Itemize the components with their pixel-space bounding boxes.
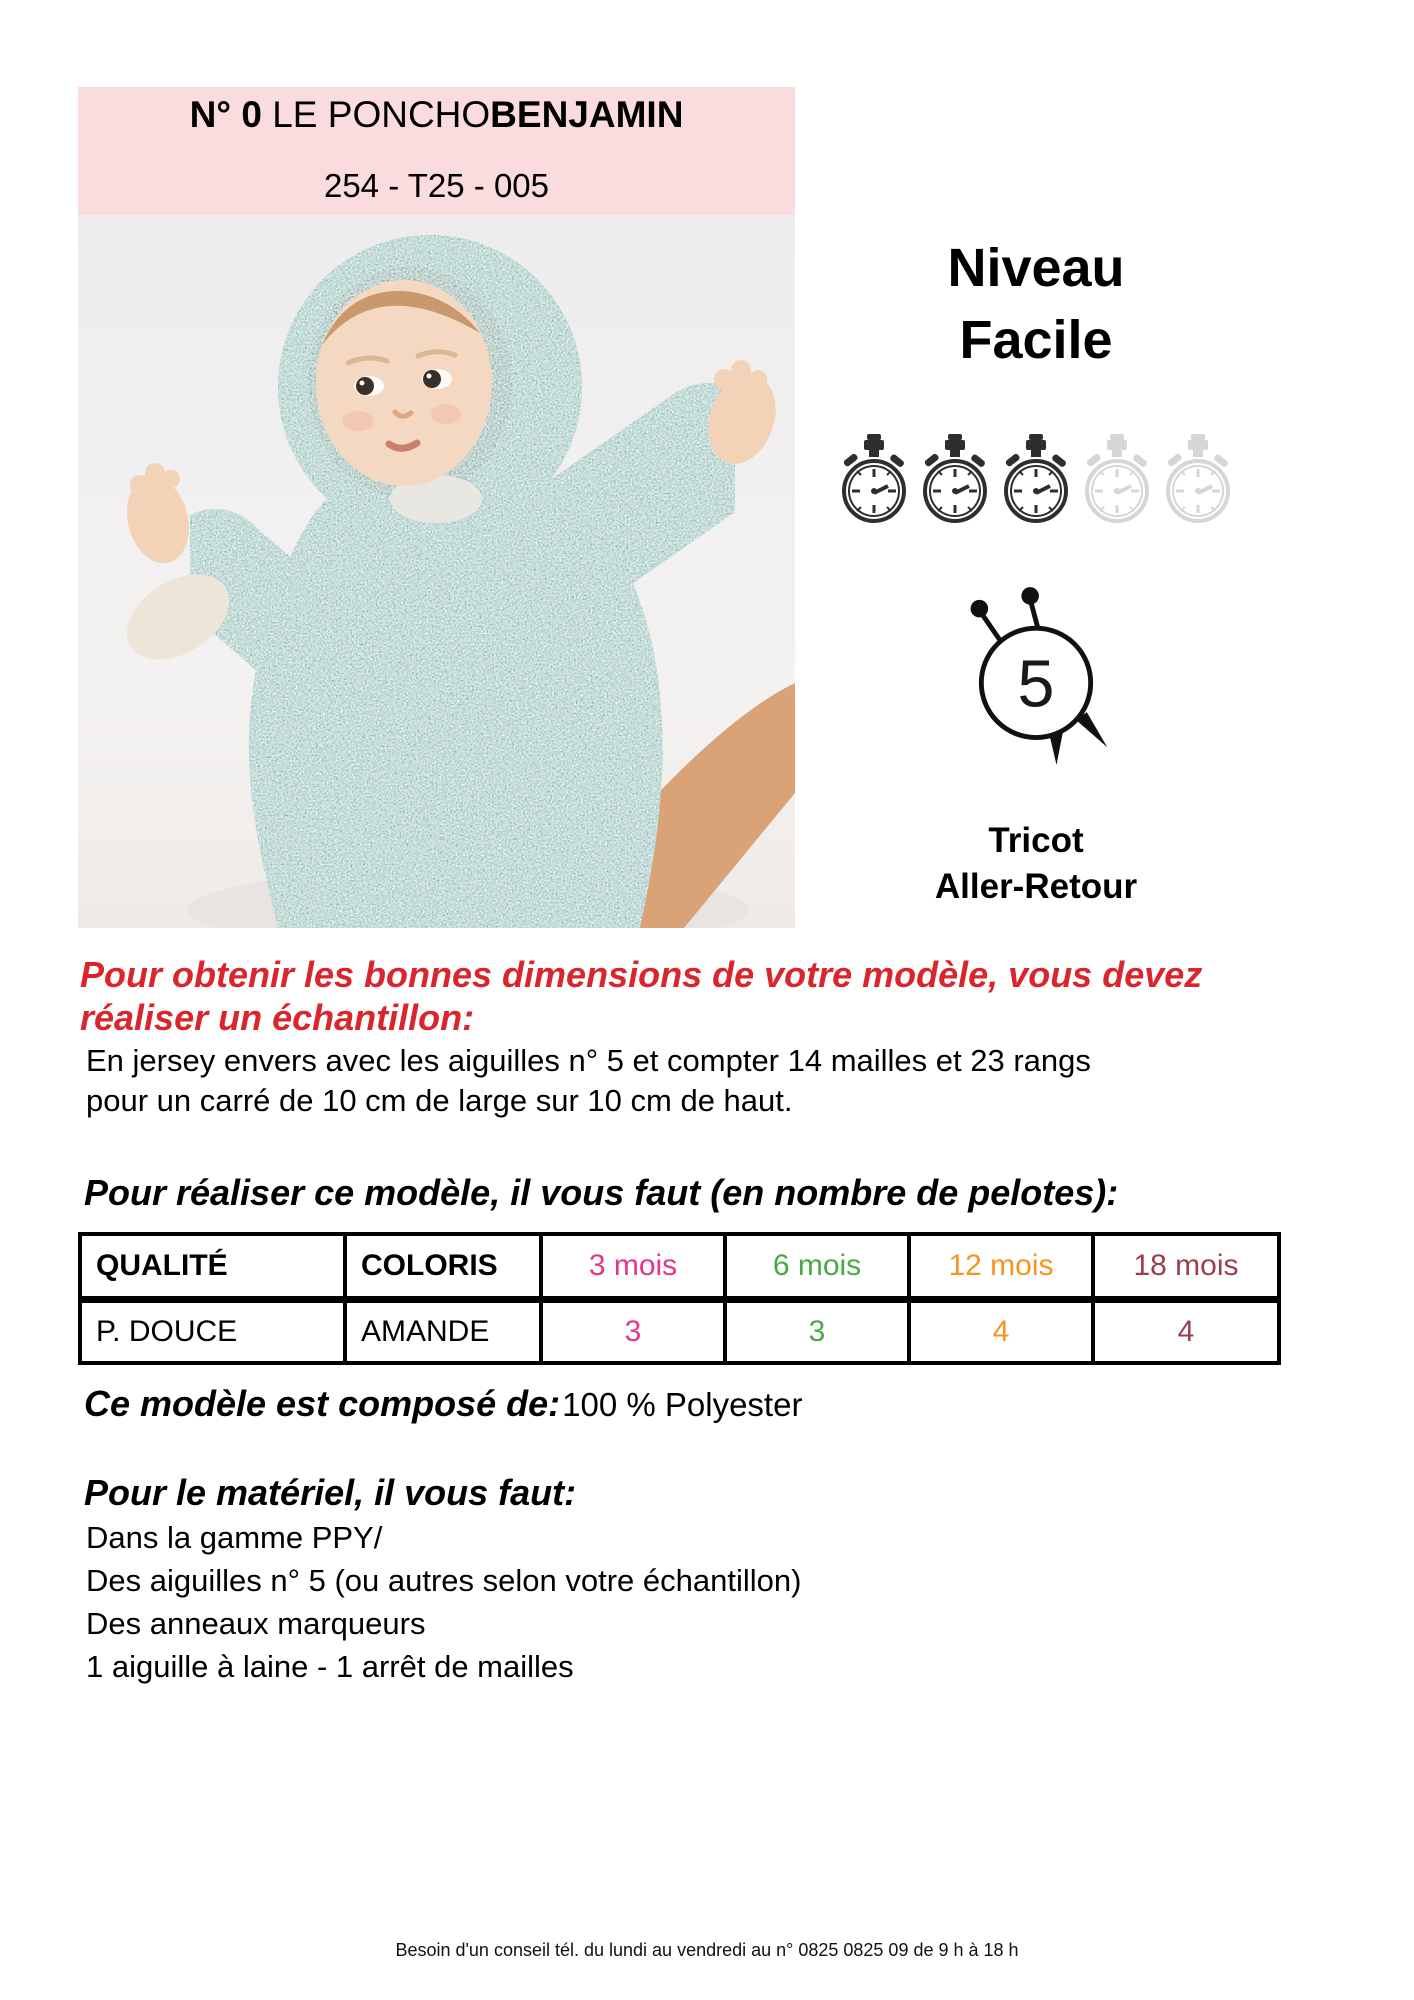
swatch-heading xyxy=(80,953,1390,1039)
technique-label xyxy=(790,818,1282,909)
material-item: Dans la gamme PPY/ xyxy=(86,1520,383,1555)
material-item: 1 aiguille à laine - 1 arrêt de mailles xyxy=(86,1649,574,1684)
swatch-heading-line2: réaliser un échantillon: xyxy=(80,997,475,1038)
stopwatch-icon-3 xyxy=(1003,434,1069,526)
needle-size-badge xyxy=(790,583,1282,769)
baby-face xyxy=(316,280,492,486)
cell-18mois: 4 xyxy=(1093,1300,1279,1364)
help-phone-footer: Besoin d'un conseil tél. du lundi au vendredi au n° 0825 0825 09 de 9 h à 18 h xyxy=(395,1940,1019,1960)
time-rating xyxy=(790,434,1282,526)
needle-size-number: 5 xyxy=(1017,647,1055,722)
composition-line xyxy=(84,1383,802,1425)
swatch-body-line2: pour un carré de 10 cm de large sur 10 cm de haut. xyxy=(86,1083,793,1118)
cell-qualite: P. DOUCE xyxy=(80,1300,345,1364)
swatch-body-line1: En jersey envers avec les aiguilles n° 5 et compter 14 mailles et 23 rangs xyxy=(86,1043,1091,1078)
title-number: N° 0 xyxy=(189,94,273,135)
table-row xyxy=(80,1300,1279,1364)
col-header-coloris: COLORIS xyxy=(345,1234,541,1300)
material-item: Des aiguilles n° 5 (ou autres selon votre échantillon) xyxy=(86,1563,802,1598)
model-photo xyxy=(78,215,795,928)
level-word: Niveau xyxy=(947,238,1125,298)
cell-3mois: 3 xyxy=(541,1300,725,1364)
baby-poncho-illustration xyxy=(78,215,795,928)
title-suffix: BENJAMIN xyxy=(490,94,684,135)
stopwatch-icon-4 xyxy=(1084,434,1150,526)
stopwatch-icon-1 xyxy=(841,434,907,526)
level-value: Facile xyxy=(959,310,1113,371)
technique-line1: Tricot xyxy=(988,821,1084,860)
technique-line2: Aller-Retour xyxy=(934,866,1138,906)
cell-6mois: 3 xyxy=(725,1300,909,1364)
col-header-qualite: QUALITÉ xyxy=(80,1234,345,1300)
pelotes-table xyxy=(78,1232,1281,1365)
table-header-row xyxy=(80,1234,1279,1300)
stopwatch-icon-2 xyxy=(922,434,988,526)
header-banner xyxy=(78,87,795,215)
page-title xyxy=(190,95,684,136)
composition-value: 100 % Polyester xyxy=(562,1386,803,1423)
stopwatch-icon-5 xyxy=(1165,434,1231,526)
requirements-heading: Pour réaliser ce modèle, il vous faut (en nombre de pelotes): xyxy=(84,1172,1119,1213)
col-header-12mois: 12 mois xyxy=(909,1234,1093,1300)
swatch-heading-line1: Pour obtenir les bonnes dimensions de votre modèle, vous devez xyxy=(80,954,1203,995)
title-name: LE PONCHO xyxy=(272,94,491,135)
materials-list xyxy=(86,1516,801,1688)
col-header-3mois: 3 mois xyxy=(541,1234,725,1300)
cell-coloris: AMANDE xyxy=(345,1300,541,1364)
swatch-instructions xyxy=(86,1041,1396,1121)
col-header-18mois: 18 mois xyxy=(1093,1234,1279,1300)
material-item: Des anneaux marqueurs xyxy=(86,1606,426,1641)
col-header-6mois: 6 mois xyxy=(725,1234,909,1300)
materials-heading: Pour le matériel, il vous faut: xyxy=(84,1472,577,1513)
composition-label: Ce modèle est composé de: xyxy=(84,1383,561,1424)
difficulty-level xyxy=(790,232,1282,377)
needle-size-icon xyxy=(953,583,1119,769)
pattern-reference-code: 254 - T25 - 005 xyxy=(323,167,550,204)
cell-12mois: 4 xyxy=(909,1300,1093,1364)
